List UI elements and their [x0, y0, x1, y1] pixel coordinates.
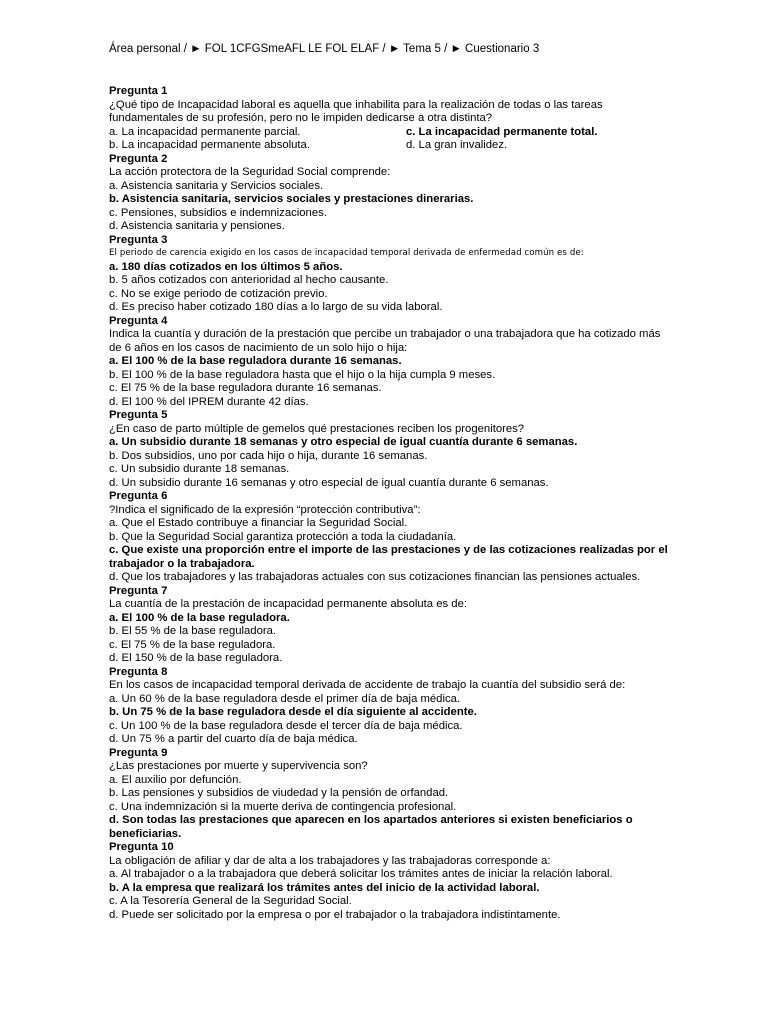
option-c: c. Una indemnización si la muerte deriva de contingencia profesional.	[109, 800, 457, 813]
question-8	[109, 666, 669, 747]
option-d: d. Puede ser solicitado por la empresa o por el trabajador o la trabajadora indistintamente.	[109, 908, 561, 921]
question-5	[109, 409, 669, 490]
option-d: d. Asistencia sanitaria y pensiones.	[109, 220, 285, 232]
question-7	[109, 585, 669, 666]
option-b-correct: b. A la empresa que realizará los trámites antes del inicio de la actividad laboral.	[109, 881, 540, 894]
option-b: b. Las pensiones y subsidios de viudedad y la pensión de orfandad.	[109, 787, 449, 799]
option-d: d. El 150 % de la base reguladora.	[109, 652, 283, 664]
question-title: Pregunta 4	[109, 314, 168, 327]
question-text: La obligación de afiliar y dar de alta a los trabajadores y las trabajadoras corresponde a:	[109, 854, 551, 867]
question-title: Pregunta 10	[109, 841, 174, 853]
option-a: a. Que el Estado contribuye a financiar la Seguridad Social.	[109, 517, 408, 529]
question-4	[109, 315, 669, 410]
question-text: ¿Qué tipo de Incapacidad laboral es aquella que inhabilita para la realización de todas o las tareas fundamentales de su profesión, pero no le impiden dedicarse a otra distinta?	[109, 98, 603, 124]
option-d: d. La gran invalidez.	[406, 139, 508, 151]
question-6	[109, 490, 669, 585]
option-c-correct: c. Que existe una proporción entre el importe de las prestaciones y de las cotizaciones realizadas por el trabajador o la trabajadora.	[109, 544, 668, 570]
option-c-correct: c. La incapacidad permanente total.	[406, 125, 598, 138]
option-c: c. El 75 % de la base reguladora.	[109, 638, 276, 651]
option-d: d. El 100 % del IPREM durante 42 días.	[109, 395, 309, 408]
option-d-correct: d. Son todas las prestaciones que aparecen en los apartados anteriores si existen beneficiarios o beneficiarias.	[109, 814, 633, 840]
option-d: d. Es preciso haber cotizado 180 días a lo largo de su vida laboral.	[109, 301, 443, 313]
option-c: c. Un 100 % de la base reguladora desde el tercer día de baja médica.	[109, 719, 463, 732]
option-c: c. Un subsidio durante 18 semanas.	[109, 463, 290, 475]
option-d: d. Que los trabajadores y las trabajadoras actuales con sus cotizaciones financian las pensiones actuales.	[109, 571, 641, 583]
breadcrumb: Área personal / ► FOL 1CFGSmeAFL LE FOL ELAF / ► Tema 5 / ► Cuestionario 3	[109, 43, 540, 55]
quiz	[109, 85, 669, 922]
options-row	[109, 139, 669, 153]
option-b: b. Dos subsidios, uno por cada hijo o hija, durante 16 semanas.	[109, 449, 428, 462]
question-text: ?Indica el significado de la expresión “protección contributiva”:	[109, 503, 421, 516]
option-a-correct: a. El 100 % de la base reguladora durante 16 semanas.	[109, 355, 402, 367]
question-title: Pregunta 8	[109, 665, 168, 678]
question-title: Pregunta 1	[109, 85, 168, 97]
option-d: d. Un subsidio durante 16 semanas y otro especial de igual cuantía durante 6 semanas.	[109, 476, 549, 489]
question-text: La cuantía de la prestación de incapacidad permanente absoluta es de:	[109, 598, 467, 610]
question-title: Pregunta 9	[109, 746, 168, 759]
option-b-correct: b. Asistencia sanitaria, servicios sociales y prestaciones dinerarias.	[109, 193, 474, 205]
question-title: Pregunta 5	[109, 409, 168, 421]
question-9	[109, 747, 669, 842]
option-a-correct: a. 180 días cotizados en los últimos 5 años.	[109, 260, 343, 273]
option-a-correct: a. Un subsidio durante 18 semanas y otro especial de igual cuantía durante 6 semanas.	[109, 436, 578, 448]
question-title: Pregunta 3	[109, 233, 168, 246]
question-text: ¿Las prestaciones por muerte y supervivencia son?	[109, 760, 368, 772]
option-c: c. A la Tesorería General de la Seguridad Social.	[109, 895, 352, 907]
question-text: En los casos de incapacidad temporal derivada de accidente de trabajo la cuantía del subsidio será de:	[109, 679, 626, 691]
question-text: La acción protectora de la Seguridad Social comprende:	[109, 166, 391, 178]
option-c: c. Pensiones, subsidios e indemnizaciones.	[109, 206, 327, 219]
question-title: Pregunta 6	[109, 490, 168, 502]
option-c: c. No se exige periodo de cotización previo.	[109, 287, 328, 300]
question-title: Pregunta 7	[109, 584, 168, 597]
question-text: El periodo de carencia exigido en los casos de incapacidad temporal derivada de enfermedad común es de:	[109, 248, 584, 258]
option-a: a. Un 60 % de la base reguladora desde el primer día de baja médica.	[109, 692, 461, 705]
option-a: a. Asistencia sanitaria y Servicios sociales.	[109, 179, 324, 192]
option-a: a. La incapacidad permanente parcial.	[109, 125, 301, 138]
question-2	[109, 153, 669, 234]
question-title: Pregunta 2	[109, 152, 168, 165]
option-a: a. El auxilio por defunción.	[109, 773, 242, 786]
option-b: b. El 100 % de la base reguladora hasta que el hijo o la hija cumpla 9 meses.	[109, 368, 496, 381]
option-a: a. Al trabajador o a la trabajadora que deberá solicitar los trámites antes de iniciar la relación laboral.	[109, 868, 613, 880]
question-text: Indica la cuantía y duración de la prestación que percibe un trabajador o una trabajadora que ha cotizado más de 6 años en los casos de nacimiento de un solo hijo o hija:	[109, 328, 661, 354]
question-1	[109, 85, 669, 153]
option-a-correct: a. El 100 % de la base reguladora.	[109, 611, 290, 624]
options-row	[109, 126, 669, 140]
question-text: ¿En caso de parto múltiple de gemelos qué prestaciones reciben los progenitores?	[109, 422, 525, 435]
option-b: b. 5 años cotizados con anterioridad al hecho causante.	[109, 274, 389, 286]
question-3	[109, 234, 669, 315]
option-b: b. La incapacidad permanente absoluta.	[109, 139, 310, 151]
option-b-correct: b. Un 75 % de la base reguladora desde el día siguiente al accidente.	[109, 706, 477, 718]
option-b: b. El 55 % de la base reguladora.	[109, 625, 277, 637]
option-c: c. El 75 % de la base reguladora durante 16 semanas.	[109, 382, 382, 394]
option-d: d. Un 75 % a partir del cuarto día de baja médica.	[109, 733, 358, 745]
option-b: b. Que la Seguridad Social garantiza protección a toda la ciudadanía.	[109, 530, 457, 543]
question-10	[109, 841, 669, 922]
